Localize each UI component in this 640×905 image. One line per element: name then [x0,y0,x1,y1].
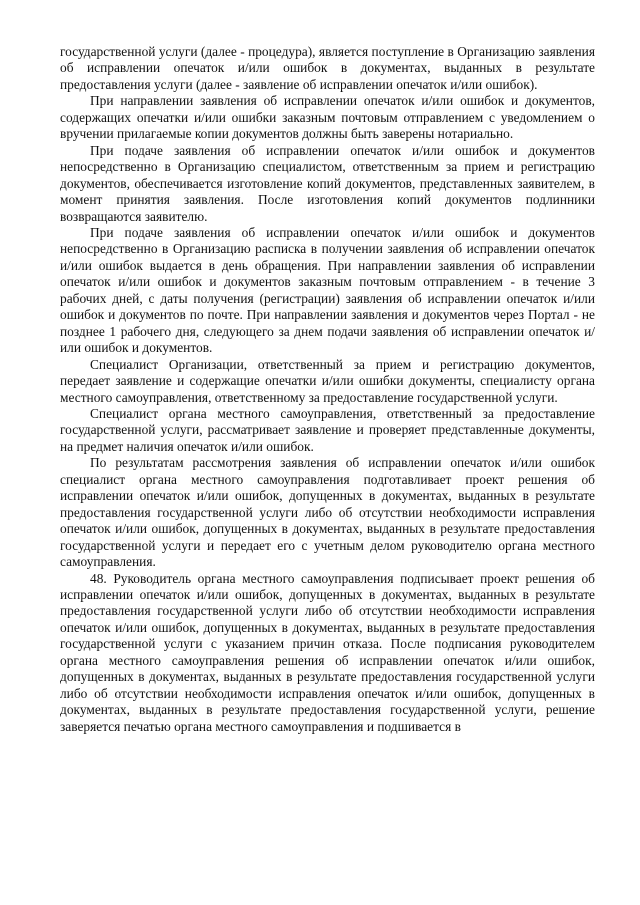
paragraph-postal-submission: При направлении заявления об исправлении опечаток и/или ошибок и документов, содержащих опечатки и/или ошибки заказным почтовым отправлением с уведомлением о вручении прилагаемые копии документов должны быть заверены нотариально. [60,93,595,142]
paragraph-item-48: 48. Руководитель органа местного самоуправления подписывает проект решения об исправлении опечаток и/или ошибок, допущенных в документах, выданных в результате предоставления государственной услуги либо об отсутствии необходимости исправления опечаток и/или ошибок, допущенных в документах, выданных в результате предоставления государственной услуги с указанием причин отказа. После подписания руководителем органа местного самоуправления решения об исправлении опечаток и/или ошибок, допущенных в документах, выданных в результате предоставления государственной услуги либо об отсутствии необходимости исправления опечаток и/или ошибок, допущенных в документах, выданных в результате предоставления государственной услуги, решение заверяется печатью органа местного самоуправления и подшивается в [60,570,595,734]
paragraph-direct-submission-copies: При подаче заявления об исправлении опечаток и/или ошибок и документов непосредственно в Организацию специалистом, ответственным за прием и регистрацию документов, обеспечивается изготовление копий документов, представленных заявителем, в момент принятия заявления. После изготовления копий документов подлинники возвращаются заявителю. [60,142,595,224]
paragraph-receipt-terms: При подаче заявления об исправлении опечаток и/или ошибок и документов непосредственно в Организацию расписка в получении заявления об исправлении опечаток и/или ошибок выдается в день обращения. При направлении заявления об исправлении опечаток и/или ошибок и документов заказным почтовым отправлением - в течение 3 рабочих дней, с даты получения (регистрации) заявления об исправлении опечаток и/или ошибок и документов по почте. При направлении заявления и документов через Портал - не позднее 1 рабочего дня, следующего за днем подачи заявления об исправлении опечаток и/или ошибок и документов. [60,224,595,356]
paragraph-review-documents: Специалист органа местного самоуправления, ответственный за предоставление государственной услуги, рассматривает заявление и проверяет представленные документы, на предмет наличия опечаток и/или ошибок. [60,405,595,454]
paragraph-procedure-start: государственной услуги (далее - процедура), является поступление в Организацию заявления об исправлении опечаток и/или ошибок в документах, выданных в результате предоставления услуги (далее - заявление об исправлении опечаток и/или ошибок). [60,44,595,92]
paragraph-transfer-to-specialist: Специалист Организации, ответственный за прием и регистрацию документов, передает заявление и содержащие опечатки и/или ошибки документы, специалисту органа местного самоуправления, ответственному за предоставление государственной услуги. [60,356,595,405]
document-page [60,44,595,735]
paragraph-draft-decision: По результатам рассмотрения заявления об исправлении опечаток и/или ошибок специалист органа местного самоуправления подготавливает проект решения об исправлении опечаток и/или ошибок, допущенных в документах, выданных в результате предоставления государственной услуги либо об отсутствии необходимости исправления опечаток и/или ошибок, допущенных в документах, выданных в результате предоставления государственной услуги и передает его с учетным делом руководителю органа местного самоуправления. [60,455,595,570]
